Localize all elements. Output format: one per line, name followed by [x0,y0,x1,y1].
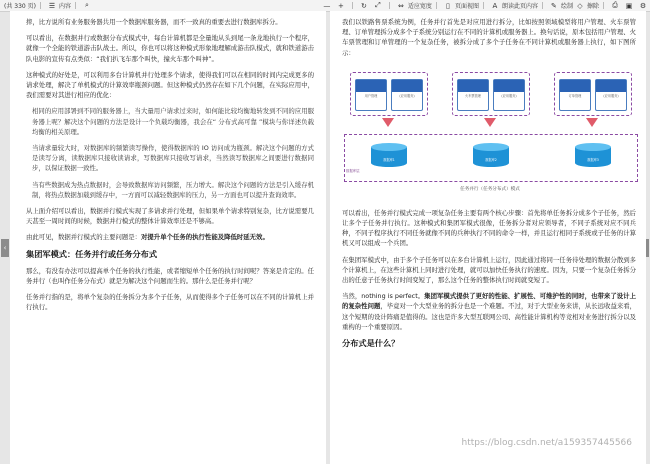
server-label: (应用服务) [603,93,619,98]
server-label: (应用服务) [399,93,415,98]
section-heading: 集团军模式：任务并行或任务分布式 [26,248,158,259]
server-header [392,80,422,92]
server-box [559,79,591,111]
watermark-text: https://blog.csdn.net/a159357445566 [461,438,632,448]
eraser-icon[interactable]: ◇ [577,1,583,10]
section-heading: 分布式是什么？ [342,338,400,349]
toolbar-divider [352,2,353,9]
server-header [458,80,488,92]
server-header [494,80,524,92]
database-layer-label: 数据库层 [346,168,360,173]
print-icon[interactable]: ⎙ [612,1,618,9]
toolbar-divider [603,2,604,9]
toc-button-label[interactable]: 内容 [58,3,71,10]
paragraph: 在集团军模式中，由于多个子任务可以在多台计算机上运行，因此通过将同一任务待处理的数据分散到多个计算机上，在这些计算机上同时进行处理，就可以加快任务执行的速度。因为，只要一个复杂任务拆分出的任意子任务执行时间变短了，那么这个任务的整体执行时间就变短了。 [342,255,636,285]
toolbar-divider [75,2,76,9]
draw-icon[interactable]: ✎ [551,1,557,10]
database-label: 数据库1 [383,157,395,162]
database-icon [575,143,611,169]
paragraph: 可以看出，在数据并行或数据分布式模式中，每台计算机都是全量地从头到尾一条龙地执行一个程序，就像一个全能的铁道游击队战士。所以，你也可以将这种模式形象地理解成游击队模式，就和铁道游击队电影的宣传有点类似：“我们扒飞车那个叫快，撞火车那个叫神”。 [26,34,314,63]
down-arrow-icon [586,118,598,127]
paragraph-text: 当然，nothing is perfect。 [342,292,425,301]
task-parallel-diagram [344,64,636,200]
paragraph: 我们以铁路售票系统为例，任务并行首先是对应用进行拆分，比如按照领域模型将用户管理、火车票管理、订单管理拆分成多个子系统分别运行在不同的计算机或服务器上。换句话说，原本包括用户管理、火车票管理和订单管理的一个复杂任务，被拆分成了多个子任务在不同计算机或服务器上执行，如下图所示： [342,18,636,57]
page-count-label: (共 330 页) [4,3,36,10]
server-label: (应用服务) [501,93,517,98]
toolbar-divider [40,2,41,9]
toc-icon[interactable]: ☰ [48,1,56,10]
fullscreen-icon[interactable]: ⤢ [375,1,381,9]
paragraph-emphasis: 集团军模式提供了更好的性能、扩展性、可维护性的同时，也带来了设计上的复杂性问题 [342,292,636,311]
save-icon[interactable]: ▣ [625,1,633,10]
database-layer [344,134,638,182]
read-aloud-button[interactable]: 朗读此页内容 [501,3,538,10]
toolbar-divider [389,2,390,9]
list-item: 当有些数据成为热点数据时，会导致数据库访问频繁，压力增大。解决这个问题的方法是引入缓存机制，将热点数据加载到缓存中，一方面可以减轻数据库的压力，另一方面也可以提升查询效率。 [32,180,314,199]
left-page [10,11,326,464]
server-label: 用户管理 [364,93,378,98]
server-header [596,80,626,92]
paragraph: 从上面介绍可以看出，数据并行模式实现了多请求并行处理，但如果单个请求特别复杂，比方说需要几天甚至一周时间的时候，数据并行模式的整体计算效率还是不够高。 [26,207,314,226]
database-icon [371,143,407,169]
server-box [595,79,627,111]
server-box [355,79,387,111]
figure-caption: 任务并行（任务分布式）模式 [460,186,520,192]
toolbar-divider [542,2,543,9]
server-label: 订单管理 [568,93,582,98]
database-label: 数据库2 [485,157,497,162]
paragraph-text: ，毕竟对一个大型业务的拆分也是一个难题。不过，对于大型业务来讲，从长远收益来看，这个短期的设计阵痛是值得的。这也是许多大型互联网公司、高性能计算机构等竞相对业务进行拆分以及重构的一个重要原因。 [342,302,637,331]
server-box [493,79,525,111]
paragraph [26,232,314,242]
settings-icon[interactable]: ⚙ [639,1,647,10]
rotate-icon[interactable]: ↻ [360,1,367,10]
problem-emphasis: 对提升单个任务的执行性能及降低时延无效。 [141,233,269,242]
draw-button[interactable]: 绘制 [560,3,573,10]
prev-page-arrow-icon[interactable]: ‹ [1,239,9,257]
paragraph: 摔，比方说所有业务服务器共用一个数据库服务器，而不一致真的重要去进行数据库拆分。 [26,18,282,26]
down-arrow-icon [484,118,496,127]
paragraph [342,291,636,332]
list-item: 相同的应用部署到不同的服务器上，当大量用户请求过来时，如何能比较均衡地转发到不同的应用服务器上呢？解决这个问题的方法是设计一个负载均衡器，我会在“ 分布式高可靠 ”模块与你详述负载均衡的相关原理。 [32,107,314,136]
down-arrow-icon [382,118,394,127]
server-header [560,80,590,92]
page-view-icon[interactable]: ▯ [446,1,450,10]
server-group [452,72,530,116]
toolbar-divider [483,2,484,9]
problem-text: 由此可见，数据并行模式的主要问题是： [26,233,142,242]
server-box [457,79,489,111]
paragraph: 这种模式的好处是，可以利用多台计算机并行处理多个请求，使得我们可以在相同的时间内完成更多的请求处理，解决了单机模式的计算效率瓶颈问题。但这种模式仍然存在如下几个问题，在实际应用中，我们需要对其进行相应的优化： [26,70,314,100]
search-icon[interactable]: ⌕ [85,1,89,9]
server-box [391,79,423,111]
server-group [350,72,428,116]
fit-width-icon[interactable]: ⇔ [397,1,404,10]
erase-button[interactable]: 擦除 [586,3,599,10]
database-icon [473,143,509,169]
server-group [554,72,632,116]
paragraph: 任务并行指的是，将单个复杂的任务拆分为多个子任务，从而使得多个子任务可以在不同的计算机上并行执行。 [26,293,314,312]
toolbar-divider [436,2,437,9]
server-header [356,80,386,92]
read-aloud-icon[interactable]: A [492,1,498,10]
paragraph: 可以看出，任务并行模式完成一项复杂任务主要有两个核心步骤：首先将单任务拆分成多个子任务，然后让多个子任务并行执行。这种模式和集团军模式很像，任务拆分者对应领导者，不同子系统对应不同兵种，不同子程序执行不同任务就像不同的兵种执行不同的命令一样，并且运行相同子系统或子任务的计算机又可以组成一个兵团。 [342,208,636,248]
fit-width-button[interactable]: 适应宽度 [407,3,432,10]
zoom-in-button[interactable]: + [337,1,344,10]
database-label: 数据库3 [587,157,599,162]
server-label: 火车票管理 [465,93,481,98]
document-viewport[interactable] [0,11,650,464]
zoom-out-button[interactable]: — [323,1,331,10]
page-view-button[interactable]: 页面视图 [454,3,479,10]
right-page [330,11,646,464]
list-item: 当请求量较大时，对数据库的频繁读写操作，使得数据库的 IO 访问成为瓶颈。解决这个问题的方式是读写分离，读数据库只接收读请求，写数据库只接收写请求，当然读写数据库之间要进行数据同步，以保证数据一致性。 [32,144,314,173]
paragraph: 那么，有没有办法可以提高单个任务的执行性能，或者缩短单个任务的执行时间呢？答案是肯定的。任务并行（也叫作任务分布式）就是为解决这个问题而生的。那什么是任务并行呢？ [26,266,314,285]
